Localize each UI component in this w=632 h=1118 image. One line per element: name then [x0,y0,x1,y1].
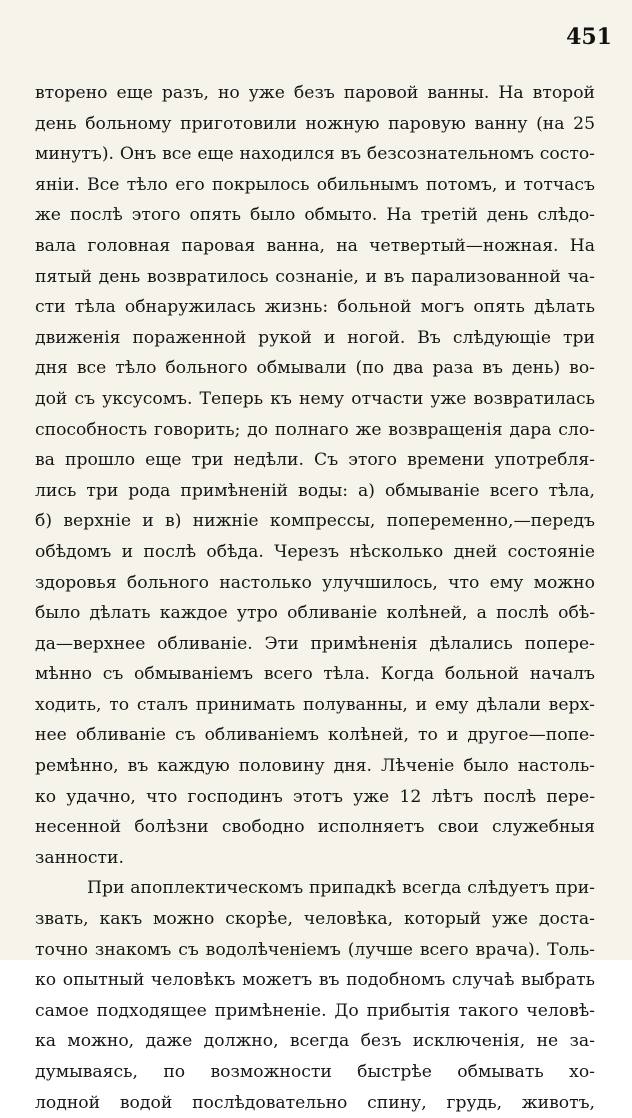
text-line: занности. [35,847,124,868]
text-line: способность говорить; до полнаго же возвращенія дара сло- [35,419,595,440]
text-line: При апоплектическомъ припадкѣ всегда слѣдуетъ при- [87,878,595,899]
text-line: да—верхнее обливаніе. Эти примѣненія дѣлались попере- [35,633,595,654]
text-line: здоровья больного настолько улучшилось, что ему можно [35,572,595,593]
text-line: же послѣ этого опять было обмыто. На третій день слѣдо- [35,205,595,226]
text-line: вторено еще разъ, но уже безъ паровой ванны. На второй [35,83,595,103]
paragraph-1 [35,78,595,873]
text-line: сти тѣла обнаружилась жизнь: больной могъ опять дѣлать [35,297,595,318]
body-text [35,78,595,1118]
text-line: ходить, то сталъ принимать полуванны, и ему дѣлали верх- [35,694,595,715]
text-line: нее обливаніе съ обливаніемъ колѣней, то и другое—попе- [35,725,595,746]
text-line: несенной болѣзни свободно исполняетъ свои служебныя [35,817,595,838]
text-line: пятый день возвратилось сознаніе, и въ парализованной ча- [35,266,595,287]
text-line: яніи. Все тѣло его покрылось обильнымъ потомъ, и тотчасъ [35,174,595,195]
text-line: лись три рода примѣненій воды: а) обмываніе всего тѣла, [35,480,595,501]
text-line: мѣнно съ обмываніемъ всего тѣла. Когда больной началъ [35,664,595,685]
text-line: ва прошло еще три недѣли. Съ этого времени употребля- [35,450,595,471]
text-line: ко удачно, что господинъ этотъ уже 12 лѣтъ послѣ пере- [35,786,595,807]
text-line: вала головная паровая ванна, на четвертый—ножная. На [35,235,595,256]
text-line: думываясь, по возможности быстрѣе обмывать хо- [35,1062,595,1082]
text-line: лодной водой послѣдовательно спину, грудь, животъ, [35,1092,595,1113]
text-line: точно знакомъ съ водолѣченіемъ (лучше всего врача). Толь- [35,939,595,960]
text-line: звать, какъ можно скорѣе, человѣка, который уже доста- [35,909,595,930]
text-line: б) верхніе и в) нижніе компрессы, попеременно,—передъ [35,511,595,532]
text-line: день больному приготовили ножную паровую ванну (на 25 [35,113,595,134]
text-line: ка можно, даже должно, всегда безъ исключенія, не за- [35,1031,595,1052]
text-line: ко опытный человѣкъ можетъ въ подобномъ случаѣ выбрать [35,970,595,991]
text-line: дой съ уксусомъ. Теперь къ нему отчасти уже возвратилась [35,388,595,409]
paragraph-2 [35,873,595,1118]
text-line: минутъ). Онъ все еще находился въ безсознательномъ состо- [35,144,595,165]
text-line: движенія пораженной рукой и ногой. Въ слѣдующіе три [35,327,595,348]
text-line: самое подходящее примѣненіе. До прибытія такого человѣ- [35,1000,595,1021]
page-number: 451 [566,24,612,50]
text-line: было дѣлать каждое утро обливаніе колѣней, а послѣ обѣ- [35,603,595,624]
text-line: дня все тѣло больного обмывали (по два раза въ день) во- [35,358,595,379]
text-line: ремѣнно, въ каждую половину дня. Лѣченіе было настоль- [35,756,595,777]
text-line: обѣдомъ и послѣ обѣда. Черезъ нѣсколько дней состояніе [35,541,595,562]
